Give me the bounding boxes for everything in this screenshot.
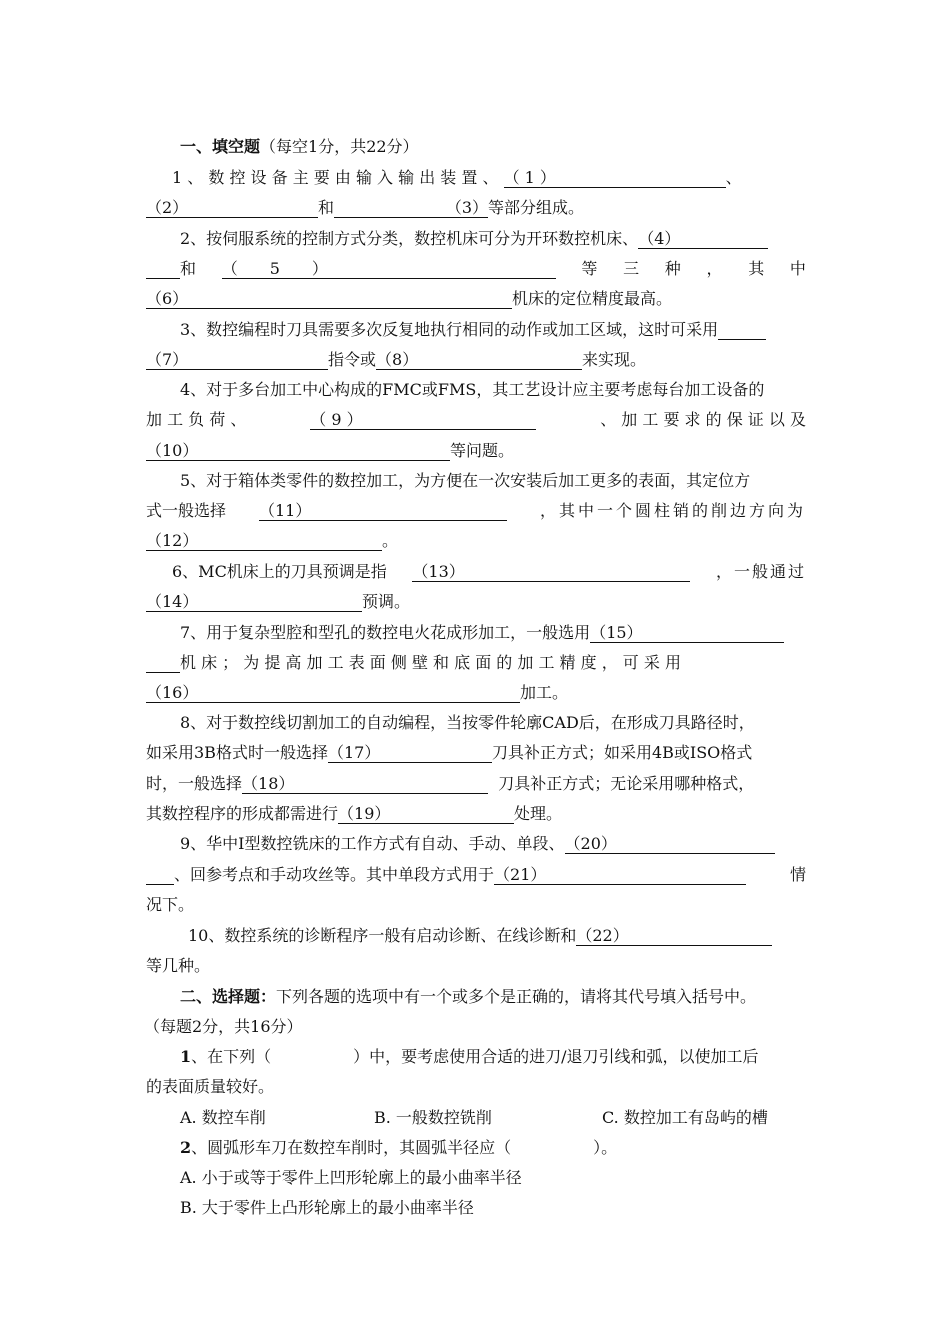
s2-q2-text-b: ）。 bbox=[593, 1138, 618, 1157]
q8-line4 bbox=[146, 804, 562, 824]
q8-l4a: 其数控程序的形成都需进行 bbox=[146, 804, 339, 823]
q2-and: 和 bbox=[180, 259, 197, 278]
q4-line2 bbox=[146, 410, 806, 430]
q7-l2: 机 床 ； 为 提 高 加 工 表 面 侧 壁 和 底 面 的 加 工 精 度 ， 可 采 用 bbox=[180, 653, 681, 672]
s2-q2-num: 2 bbox=[180, 1138, 192, 1157]
q10-line2 bbox=[146, 956, 210, 976]
q8-l2a: 如采用3B格式时一般选择 bbox=[146, 743, 328, 762]
blank-16[interactable]: （16） bbox=[146, 684, 520, 703]
s2-q1-option-c: C. 数控加工有岛屿的槽 bbox=[602, 1108, 768, 1127]
q5-line2 bbox=[146, 501, 806, 521]
q4-end: 等问题。 bbox=[450, 441, 515, 460]
q7-line3 bbox=[146, 683, 568, 703]
q10-lead: 10、数控系统的诊断程序一般有启动诊断、在线诊断和 bbox=[188, 926, 577, 945]
blank-4-cont[interactable] bbox=[146, 260, 180, 279]
q8-l3a: 时，一般选择 bbox=[146, 774, 243, 793]
s2-q1-line2 bbox=[146, 1077, 274, 1097]
blank-3[interactable]: （3） bbox=[334, 199, 488, 218]
q8-line3 bbox=[146, 774, 754, 794]
q1-lead: 1 、 数 控 设 备 主 要 由 输 入 输 出 装 置 、 bbox=[172, 168, 499, 187]
section-1-title: 一、填空题 bbox=[180, 137, 261, 156]
s2-q1-option-a: A. 数控车削 bbox=[180, 1108, 266, 1127]
s2-q1-text-b: ）中，要考虑使用合适的进刀/退刀引线和弧，以使加工后 bbox=[353, 1047, 759, 1066]
q8-end: 处理。 bbox=[514, 804, 563, 823]
q3-line2 bbox=[146, 350, 646, 370]
blank-19[interactable]: （19） bbox=[338, 805, 514, 824]
q1-line1 bbox=[172, 168, 742, 188]
q10-end: 等几种。 bbox=[146, 956, 211, 975]
q7-lead: 7、用于复杂型腔和型孔的数控电火花成形加工，一般选用 bbox=[180, 623, 591, 642]
q2-lead: 2、按伺服系统的控制方式分类，数控机床可分为开环数控机床、 bbox=[180, 229, 639, 248]
blank-22[interactable]: （22） bbox=[576, 927, 772, 946]
s2-q2-option-a: A. 小于或等于零件上凹形轮廓上的最小曲率半径 bbox=[180, 1168, 522, 1187]
q2-w2: 三 bbox=[623, 259, 640, 278]
q2-w1: 等 bbox=[581, 259, 598, 278]
section-2-note-line bbox=[144, 1017, 303, 1037]
section-2-title: 二、选择题： bbox=[180, 987, 277, 1006]
q8-line2 bbox=[146, 743, 752, 763]
q1-tail: 、 bbox=[725, 168, 742, 187]
section-2-score-note: （每题2分，共16分） bbox=[144, 1017, 303, 1036]
q2-w4: ， bbox=[706, 259, 723, 278]
q3-mid: 指令或 bbox=[328, 350, 377, 369]
blank-6[interactable]: （6） bbox=[146, 290, 512, 309]
q5-l2b: ，其中一个圆柱销的削边方向为 bbox=[539, 501, 806, 520]
blank-5[interactable]: （ 5 ） bbox=[222, 260, 556, 279]
blank-7-start[interactable] bbox=[718, 321, 766, 340]
blank-13[interactable]: （13） bbox=[412, 563, 690, 582]
q6-tail: ，一般通过 bbox=[715, 562, 806, 581]
q1-end: 等部分组成。 bbox=[488, 198, 585, 217]
s2-q1-text-c: 的表面质量较好。 bbox=[146, 1077, 275, 1096]
q9-line1 bbox=[180, 834, 775, 854]
blank-7[interactable]: （7） bbox=[146, 351, 328, 370]
blank-15-cont[interactable] bbox=[146, 654, 180, 673]
q2-w3: 种 bbox=[664, 259, 681, 278]
s2-q2-option-b: B. 大于零件上凸形轮廓上的最小曲率半径 bbox=[180, 1198, 474, 1217]
q3-line1 bbox=[180, 320, 766, 340]
q8-l2b: 刀具补正方式；如采用4B或ISO格式 bbox=[491, 743, 753, 762]
q7-line1 bbox=[180, 623, 784, 643]
q5-l2a: 式一般选择 bbox=[146, 501, 227, 520]
s2-q2-text-a: 、圆弧形车刀在数控车削时，其圆弧半径应（ bbox=[191, 1138, 512, 1157]
q2-end: 机床的定位精度最高。 bbox=[512, 289, 673, 308]
q2-w6: 中 bbox=[789, 259, 806, 278]
q9-end: 况下。 bbox=[146, 895, 195, 914]
q4-l2b: 、 加 工 要 求 的 保 证 以 及 bbox=[600, 410, 806, 429]
q3-end: 来实现。 bbox=[582, 350, 647, 369]
s2-q1-text-a: 、在下列（ bbox=[191, 1047, 272, 1066]
q4-line3 bbox=[146, 441, 514, 461]
blank-10[interactable]: （10） bbox=[146, 442, 450, 461]
q8-l3b: 刀具补正方式；无论采用哪种格式， bbox=[498, 774, 755, 793]
section-2-intro: 下列各题的选项中有一个或多个是正确的，请将其代号填入括号中。 bbox=[276, 987, 757, 1006]
q2-w5: 其 bbox=[748, 259, 765, 278]
q5-line1 bbox=[180, 471, 750, 491]
blank-17[interactable]: （17） bbox=[328, 744, 492, 763]
q1-and: 和 bbox=[318, 198, 335, 217]
section-1-score-note: （每空1分，共22分） bbox=[260, 137, 419, 156]
blank-9[interactable]: （ 9 ） bbox=[310, 411, 536, 430]
q2-line1 bbox=[180, 229, 768, 249]
blank-4[interactable]: （4） bbox=[638, 230, 768, 249]
blank-20-cont[interactable] bbox=[146, 866, 174, 885]
blank-18[interactable]: （18） bbox=[242, 775, 488, 794]
q10-line1 bbox=[188, 926, 772, 946]
q6-end: 预调。 bbox=[362, 592, 411, 611]
q9-l2: 、回参考点和手动攻丝等。其中单段方式用于 bbox=[174, 865, 495, 884]
q6-lead: 6、MC机床上的刀具预调是指 bbox=[172, 562, 387, 581]
blank-21[interactable]: （21） bbox=[494, 866, 746, 885]
q2-line2 bbox=[146, 259, 806, 279]
blank-2[interactable]: （2） bbox=[146, 199, 318, 218]
q9-lead: 9、华中Ⅰ型数控铣床的工作方式有自动、手动、单段、 bbox=[180, 834, 565, 853]
q5-lead: 5、对于箱体类零件的数控加工，为方便在一次安装后加工更多的表面，其定位方 bbox=[180, 471, 751, 490]
s2-q2-line1 bbox=[180, 1138, 617, 1158]
q1-line2 bbox=[146, 198, 584, 218]
q9-line2 bbox=[146, 865, 806, 885]
blank-12[interactable]: （12） bbox=[146, 532, 382, 551]
blank-1[interactable]: （ 1 ） bbox=[504, 169, 726, 188]
blank-15[interactable]: （15） bbox=[590, 624, 784, 643]
s2-q1-option-b: B. 一般数控铣削 bbox=[374, 1108, 492, 1127]
blank-14[interactable]: （14） bbox=[146, 593, 362, 612]
q3-lead: 3、数控编程时刀具需要多次反复地执行相同的动作或加工区域，这时可采用 bbox=[180, 320, 719, 339]
q4-l2a: 加 工 负 荷 、 bbox=[146, 410, 247, 429]
blank-20[interactable]: （20） bbox=[565, 835, 775, 854]
q4-lead: 4、对于多台加工中心构成的FMC或FMS，其工艺设计应主要考虑每台加工设备的 bbox=[180, 380, 765, 399]
q6-line1 bbox=[172, 562, 806, 582]
blank-11[interactable]: （11） bbox=[259, 502, 507, 521]
q8-lead: 8、对于数控线切割加工的自动编程，当按零件轮廓CAD后，在形成刀具路径时， bbox=[180, 713, 755, 732]
q9-tail: 情 bbox=[789, 865, 806, 884]
q4-line1 bbox=[180, 380, 764, 400]
section-2-header bbox=[180, 987, 756, 1007]
q2-line3 bbox=[146, 289, 672, 309]
q7-end: 加工。 bbox=[520, 683, 569, 702]
s2-q1-line1 bbox=[180, 1047, 759, 1067]
section-1-header bbox=[180, 137, 419, 157]
q6-line2 bbox=[146, 592, 410, 612]
q9-line3 bbox=[146, 895, 194, 915]
q5-line3 bbox=[146, 531, 398, 551]
blank-8[interactable]: （8） bbox=[376, 351, 582, 370]
q5-end: 。 bbox=[382, 531, 399, 550]
q7-line2 bbox=[146, 653, 681, 673]
s2-q1-num: 1 bbox=[180, 1047, 192, 1066]
q8-line1 bbox=[180, 713, 755, 733]
